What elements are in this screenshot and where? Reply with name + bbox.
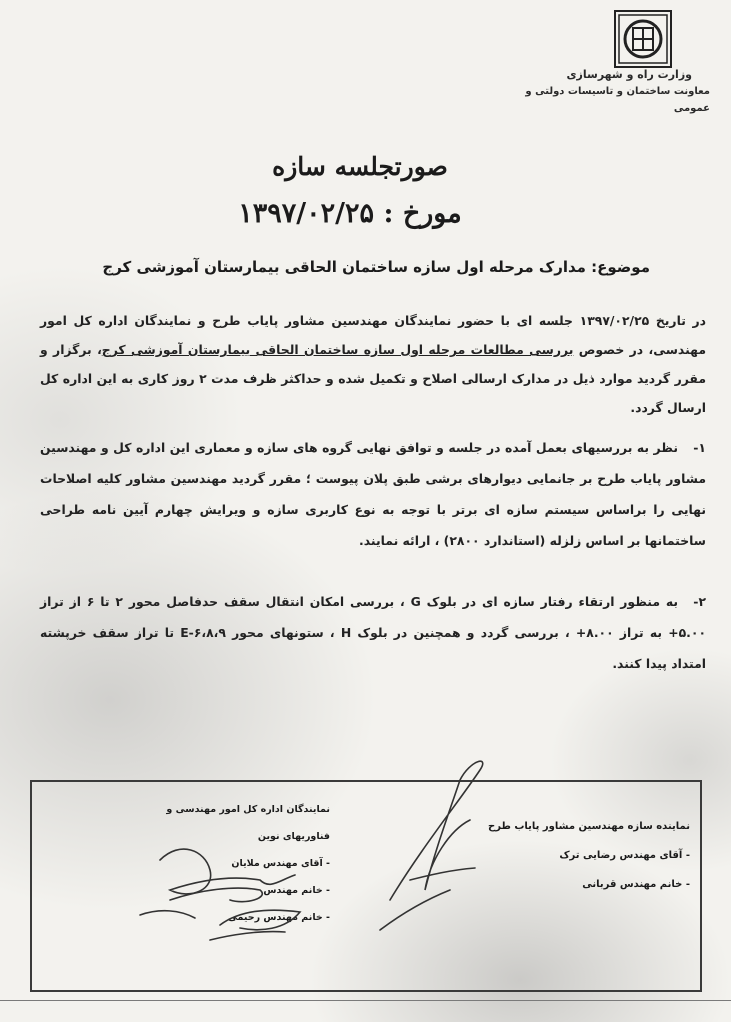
deputy-name: معاونت ساختمان و تاسیسات دولتی و عمومی <box>525 86 710 114</box>
meeting-date: مورخ : ۱۳۹۷/۰۲/۲۵ <box>238 198 462 229</box>
list-item <box>40 432 706 556</box>
signatory-heading: نماینده سازه مهندسین مشاور پایاب طرح <box>488 821 690 832</box>
signatory-name: - خانم مهندس قربانی <box>582 879 690 890</box>
ministry-heading <box>490 66 710 117</box>
handwritten-signatures <box>30 740 698 1000</box>
page-title: صورتجلسه سازه <box>272 152 448 181</box>
signatory-heading: نمایندگان اداره کل امور مهندسی و فناوریهای نوین <box>166 804 330 842</box>
ministry-logo-icon <box>614 10 672 68</box>
signatory-name: - خانم مهندس <box>263 885 330 896</box>
signatory-name: - آقای مهندس ملایان <box>231 858 330 869</box>
signatory-name: - خانم مهندس رحیمی <box>227 912 330 923</box>
list-item <box>40 586 706 679</box>
list-item-number: ۲- <box>693 594 707 609</box>
list-item-text: به منظور ارتقاء رفتار سازه ای در بلوک G ، بررسی امکان انتقال سقف حدفاصل محور ۲ تا ۶ از تراز ۵.۰۰+ به تراز ۸.۰۰+ ، بررسی گردد و همچنین در بلوک H ، ستونهای محور E-۶،۸،۹ تا تراز سقف خرپشته امتداد پیدا کنند. <box>40 594 707 671</box>
signatory-name: - آقای مهندس رضایی ترک <box>559 850 690 861</box>
ministry-name: وزارت راه و شهرسازی <box>566 68 692 81</box>
list-item-number: ۱- <box>693 440 706 455</box>
intro-text-underlined: بررسی مطالعات مرحله اول سازه ساختمان الحاقی بیمارستان آموزشی کرج <box>101 342 574 357</box>
subject-line: موضوع: مدارک مرحله اول سازه ساختمان الحاقی بیمارستان آموزشی کرج <box>102 258 650 276</box>
intro-text-part1: در تاریخ ۱۳۹۷/۰۲/۲۵ جلسه ای با حضور نمایندگان مهندسین مشاور پایاب طرح و نمایندگان اداره کل امور مهندسی، در خصوص <box>40 313 707 357</box>
list-item-text: نظر به بررسیهای بعمل آمده در جلسه و توافق نهایی گروه های سازه و معماری این اداره کل و مهندسین مشاور پایاب طرح بر جانمایی دیوارهای برشی طبق پلان پیوست ؛ مقرر گردید مهندسین مشاور کلیه اصلاحات نهایی را براساس سیستم سازه ای برتر با توجه به نوع کاربری سازه و ویرایش چهارم آیین نامه طراحی ساختمانها بر اساس زلزله (استاندارد ۲۸۰۰) ، ارائه نمایند. <box>40 440 706 548</box>
intro-paragraph <box>40 306 706 422</box>
page-edge-line <box>0 1000 731 1001</box>
intro-text-part3: ، برگزار و مقرر گردید موارد ذیل در مدارک ارسالی اصلاح و تکمیل شده و حداکثر ظرف مدت ۲ روز کاری به این اداره کل ارسال گردد. <box>40 342 706 415</box>
